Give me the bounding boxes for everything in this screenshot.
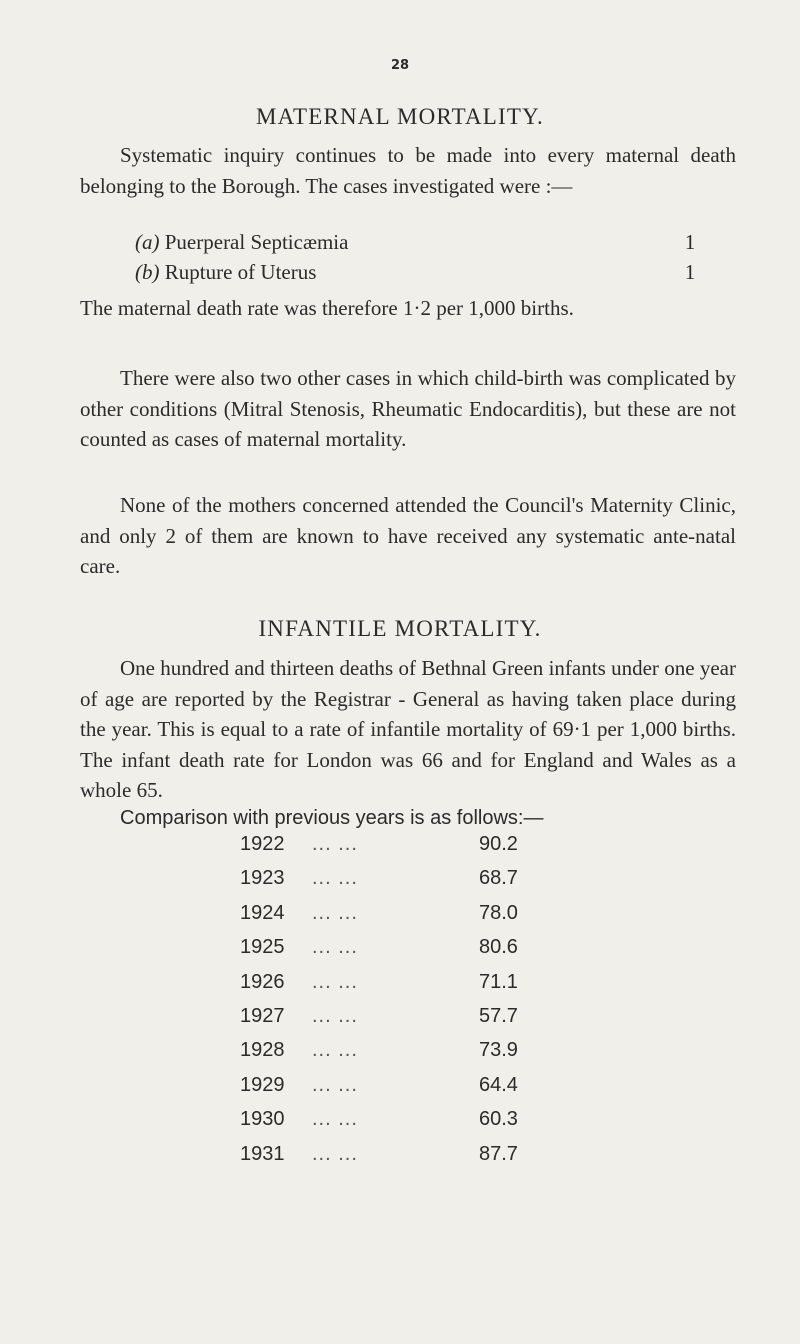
leader-dots: ... ... bbox=[312, 1004, 358, 1027]
year-cell: 1927 bbox=[240, 1004, 285, 1027]
table-row bbox=[200, 1074, 620, 1108]
leader-dots: ... ... bbox=[312, 936, 358, 959]
table-row bbox=[200, 936, 620, 970]
maternal-intro-text: Systematic inquiry continues to be made into every maternal death belonging to the Borough. The cases investigated were :— bbox=[80, 143, 736, 198]
maternal-case-list bbox=[135, 230, 735, 290]
year-cell: 1930 bbox=[240, 1108, 285, 1131]
year-cell: 1929 bbox=[240, 1073, 285, 1096]
leader-dots: ... ... bbox=[312, 970, 358, 993]
rate-cell: 64.4 bbox=[479, 1073, 518, 1096]
rate-cell: 60.3 bbox=[479, 1108, 518, 1131]
year-cell: 1923 bbox=[240, 867, 285, 890]
rate-cell: 90.2 bbox=[479, 833, 518, 855]
year-cell: 1931 bbox=[240, 1142, 285, 1165]
case-row bbox=[135, 230, 735, 260]
case-count: 1 bbox=[684, 230, 696, 254]
rate-cell: 57.7 bbox=[479, 1004, 518, 1027]
other-cases-paragraph bbox=[80, 363, 736, 455]
table-row bbox=[200, 867, 620, 901]
year-cell: 1925 bbox=[240, 936, 285, 959]
case-label: Rupture of Uterus bbox=[164, 260, 317, 284]
infantile-paragraph bbox=[80, 653, 736, 806]
year-cell: 1926 bbox=[240, 970, 285, 993]
page-number: 28 bbox=[390, 58, 410, 73]
leader-dots: ... ... bbox=[312, 833, 358, 855]
maternal-heading: MATERNAL MORTALITY. bbox=[256, 104, 544, 129]
rate-cell: 80.6 bbox=[479, 936, 518, 959]
infant-mortality-table bbox=[200, 833, 620, 1177]
case-count: 1 bbox=[684, 260, 696, 284]
rate-cell: 68.7 bbox=[479, 867, 518, 890]
rate-cell: 71.1 bbox=[479, 970, 518, 993]
leader-dots: ... ... bbox=[312, 867, 358, 890]
maternal-rate-paragraph: The maternal death rate was therefore 1·2 per 1,000 births. bbox=[80, 296, 574, 320]
leader-dots: ... ... bbox=[312, 901, 358, 924]
infantile-heading: INFANTILE MORTALITY. bbox=[258, 616, 542, 641]
table-row bbox=[200, 971, 620, 1005]
table-row bbox=[200, 1005, 620, 1039]
clinic-paragraph bbox=[80, 490, 736, 582]
rate-cell: 87.7 bbox=[479, 1142, 518, 1165]
year-cell: 1922 bbox=[240, 833, 285, 855]
leader-dots: ... ... bbox=[312, 1108, 358, 1131]
comparison-intro-text: Comparison with previous years is as follows:— bbox=[120, 807, 544, 829]
rate-cell: 78.0 bbox=[479, 901, 518, 924]
leader-dots: ... ... bbox=[312, 1039, 358, 1062]
case-label: Puerperal Septicæmia bbox=[164, 230, 349, 254]
case-row bbox=[135, 260, 735, 290]
comparison-intro bbox=[80, 803, 736, 834]
table-row bbox=[200, 1143, 620, 1177]
year-cell: 1924 bbox=[240, 901, 285, 924]
rate-cell: 73.9 bbox=[479, 1039, 518, 1062]
clinic-text: None of the mothers concerned attended the Council's Maternity Clinic, and only 2 of them are known to have received any systematic ante-natal care. bbox=[80, 493, 736, 578]
leader-dots: ... ... bbox=[312, 1142, 358, 1165]
table-row bbox=[200, 1039, 620, 1073]
table-row bbox=[200, 902, 620, 936]
case-marker: (b) bbox=[135, 260, 160, 284]
leader-dots: ... ... bbox=[312, 1073, 358, 1096]
case-marker: (a) bbox=[135, 230, 160, 254]
other-cases-text: There were also two other cases in which child-birth was complicated by other conditions (Mitral Stenosis, Rheumatic Endocarditis), but these are not counted as cases of maternal mortality. bbox=[80, 366, 736, 451]
table-row bbox=[200, 833, 620, 867]
maternal-intro-paragraph bbox=[80, 140, 736, 201]
infantile-text: One hundred and thirteen deaths of Bethnal Green infants under one year of age are reported by the Registrar - General as having taken place during the year. This is equal to a rate of infantile mortality of 69·1 per 1,000 births. The infant death rate for London was 66 and for England and Wales as a whole 65. bbox=[80, 656, 736, 802]
table-row bbox=[200, 1108, 620, 1142]
year-cell: 1928 bbox=[240, 1039, 285, 1062]
